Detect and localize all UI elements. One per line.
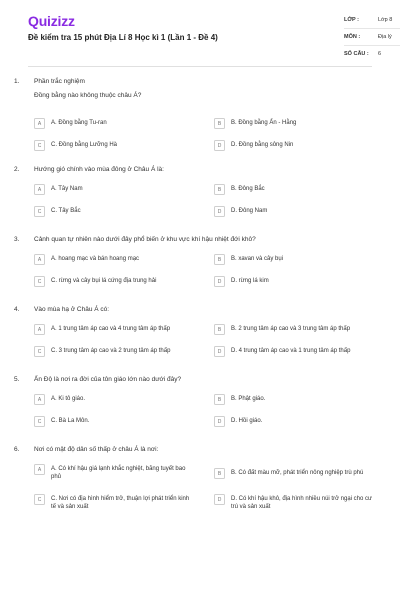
option-letter-box: D [214,276,225,287]
option-text: B. 2 trung tâm áp cao và 3 trung tâm áp thấp [231,326,351,332]
option-letter-box: B [214,394,225,405]
option-d[interactable] [214,346,374,357]
option-letter-box: A [34,464,45,475]
question-text: Ấn Độ là nơi ra đời của tôn giáo lớn nào dưới đây? [34,376,182,383]
question-number: 1. [14,78,20,85]
option-letter-box: B [214,254,225,265]
quiz-header [14,0,393,62]
question-text: Vào mùa hạ ở Châu Á có: [34,306,110,313]
option-letter-box: C [34,276,45,287]
option-text: B. Đông Bắc [231,186,265,192]
option-d[interactable] [214,416,374,427]
question-number: 2. [14,166,20,173]
option-letter-box: D [214,494,225,505]
option-letter-box: D [214,206,225,217]
option-letter-box: C [34,494,45,505]
option-text: C. Bà La Môn. [51,418,90,424]
option-letter-box: C [34,206,45,217]
meta-value: Lớp 8 [378,17,393,23]
option-text: A. Có khí hậu giá lạnh khắc nghiệt, băng tuyết bao phủ [51,466,186,480]
option-d[interactable] [214,206,374,217]
option-text: C. rừng và cây bụi lá cứng địa trung hải [51,278,157,284]
option-a[interactable] [34,254,194,265]
option-letter-box: D [214,140,225,151]
option-text: D. Đồng bằng sông Nin [231,142,294,148]
option-text: D. Hồi giáo. [231,418,263,424]
option-d[interactable] [214,140,374,151]
option-text: D. rừng lá kim [231,278,269,284]
option-c[interactable] [34,416,194,427]
question-number: 3. [14,236,20,243]
option-letter-box: A [34,324,45,335]
option-b[interactable] [214,254,374,265]
question-number: 5. [14,376,20,383]
option-letter-box: A [34,394,45,405]
option-c[interactable] [34,494,194,511]
option-b[interactable] [214,324,374,335]
meta-row-subject [344,29,400,46]
option-letter-box: A [34,118,45,129]
option-a[interactable] [34,118,194,129]
question-text: Cảnh quan tự nhiên nào dưới đây phổ biến ở khu vực khí hậu nhiệt đới khô? [34,236,256,243]
option-letter-box: D [214,416,225,427]
meta-key: MÔN : [344,34,361,40]
option-letter-box: C [34,416,45,427]
option-text: D. 4 trung tâm áp cao và 1 trung tâm áp thấp [231,348,351,354]
option-c[interactable] [34,206,194,217]
question-6 [0,446,400,536]
meta-row-question-count [344,46,400,62]
option-d[interactable] [214,276,374,287]
question-3 [0,236,400,296]
option-a[interactable] [34,464,194,481]
quizizz-logo: Quizizz [28,13,75,29]
question-2 [0,166,400,226]
question-5 [0,376,400,436]
option-letter-box: C [34,140,45,151]
option-text: A. hoang mạc và bán hoang mạc [51,256,140,262]
option-letter-box: B [214,184,225,195]
option-a[interactable] [34,184,194,195]
option-text: A. 1 trung tâm áp cao và 4 trung tâm áp thấp [51,326,171,332]
option-b[interactable] [214,118,374,129]
option-text: D. Có khí hậu khô, địa hình nhiều núi trở ngại cho cư trú và sản xuất [231,496,373,510]
option-text: B. Đồng bằng Ấn - Hằng [231,120,297,126]
option-text: B. Phật giáo. [231,396,266,402]
option-a[interactable] [34,324,194,335]
option-text: B. Có đất màu mỡ, phát triển nông nghiệp trù phú [231,470,364,476]
meta-key: LỚP : [344,17,359,23]
question-number: 6. [14,446,20,453]
option-text: B. xavan và cây bụi [231,256,284,262]
option-b[interactable] [214,468,374,479]
option-letter-box: B [214,324,225,335]
meta-value: Địa lý [378,34,392,40]
meta-row-class [344,12,400,29]
meta-value: 6 [378,51,382,57]
question-text: Phần trắc nghiệm [34,78,85,85]
meta-key: SỐ CÂU : [344,51,369,57]
option-text: A. Ki tô giáo. [51,396,86,402]
quiz-meta-table [344,12,400,62]
option-text: C. Đồng bằng Lưỡng Hà [51,142,117,148]
option-letter-box: A [34,184,45,195]
option-d[interactable] [214,494,374,511]
option-text: A. Đồng bằng Tu-ran [51,120,107,126]
question-text: Nơi có mật độ dân số thấp ở châu Á là nơi: [34,446,159,453]
header-divider [28,66,372,67]
option-letter-box: A [34,254,45,265]
option-text: D. Đông Nam [231,208,268,214]
option-c[interactable] [34,346,194,357]
option-text: C. 3 trung tâm áp cao và 2 trung tâm áp thấp [51,348,171,354]
option-letter-box: C [34,346,45,357]
option-text: A. Tây Nam [51,186,83,192]
option-a[interactable] [34,394,194,405]
question-4 [0,306,400,366]
option-letter-box: B [214,468,225,479]
question-1 [0,78,400,150]
option-letter-box: D [214,346,225,357]
option-c[interactable] [34,276,194,287]
option-text: C. Tây Bắc [51,208,81,214]
option-text: C. Nơi có địa hình hiểm trở, thuận lợi phát triển kinh tế và sản xuất [51,496,190,510]
question-number: 4. [14,306,20,313]
quiz-title: Đề kiểm tra 15 phút Địa Lí 8 Học kì 1 (Lần 1 - Đề 4) [28,33,218,42]
option-letter-box: B [214,118,225,129]
option-b[interactable] [214,184,374,195]
option-c[interactable] [34,140,194,151]
question-text: Hướng gió chính vào mùa đông ở Châu Á là: [34,166,164,173]
option-b[interactable] [214,394,374,405]
question-subtext: Đồng bằng nào không thuộc châu Á? [34,92,142,99]
